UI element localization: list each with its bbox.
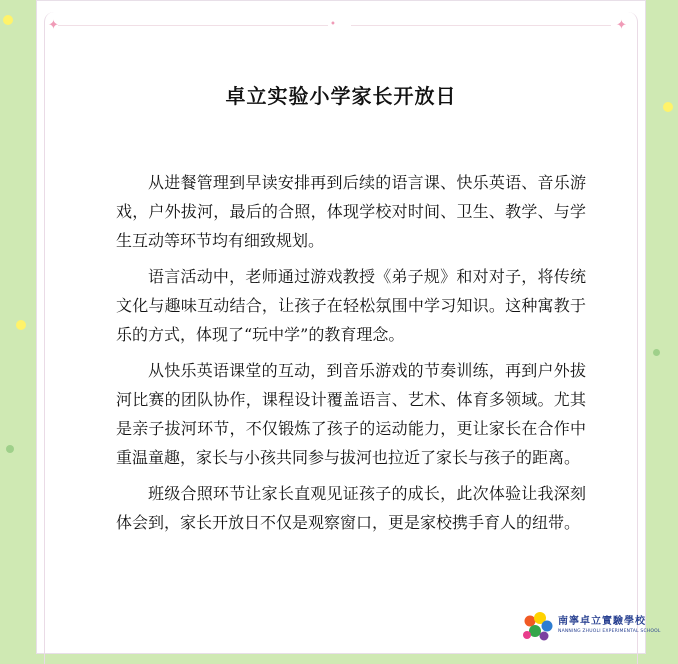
school-logo [520, 606, 660, 648]
paragraph: 从进餐管理到早读安排再到后续的语言课、快乐英语、音乐游戏，户外拔河，最后的合照，体现学校对时间、卫生、教学、与学生互动等环节均有细致规划。 [116, 173, 586, 250]
right-decorative-border [646, 0, 678, 654]
paragraph: 语言活动中，老师通过游戏教授《弟子规》和对对子，将传统文化与趣味互动结合，让孩子在轻松氛围中学习知识。这种寓教于乐的方式，体现了“玩中学”的教育理念。 [116, 267, 586, 344]
school-name-chinese: 南寧卓立實驗學校 [558, 616, 646, 627]
decorative-yellow-dot [3, 15, 13, 25]
document-body [116, 168, 586, 537]
sparkle-icon: ✦ [616, 18, 627, 33]
paragraph: 班级合照环节让家长直观见证孩子的成长，此次体验让我深刻体会到，家长开放日不仅是观察窗口，更是家校携手育人的纽带。 [116, 484, 586, 532]
decorative-green-dot [653, 349, 660, 356]
sparkle-icon: ✦ [48, 18, 59, 33]
top-divider-line-left [58, 25, 328, 26]
school-name-english: NANNING ZHUOLI EXPERIMENTAL SCHOOL [558, 629, 661, 634]
document-title: 卓立实验小学家长开放日 [225, 84, 457, 108]
decorative-yellow-dot [16, 320, 26, 330]
sparkle-icon: • [330, 19, 336, 30]
paragraph: 从快乐英语课堂的互动，到音乐游戏的节奏训练，再到户外拔河比赛的团队协作，课程设计覆盖语言、艺术、体育多领域。尤其是亲子拔河环节，不仅锻炼了孩子的运动能力，更让家长在合作中重温童趣，家长与小孩共同参与拔河也拉近了家长与孩子的距离。 [116, 361, 586, 467]
decorative-green-dot [6, 445, 14, 453]
decorative-yellow-dot [663, 102, 673, 112]
school-logo-icon [520, 610, 556, 644]
document-paper [36, 0, 661, 654]
school-logo-text [558, 612, 662, 634]
top-divider-line-right [351, 25, 611, 26]
